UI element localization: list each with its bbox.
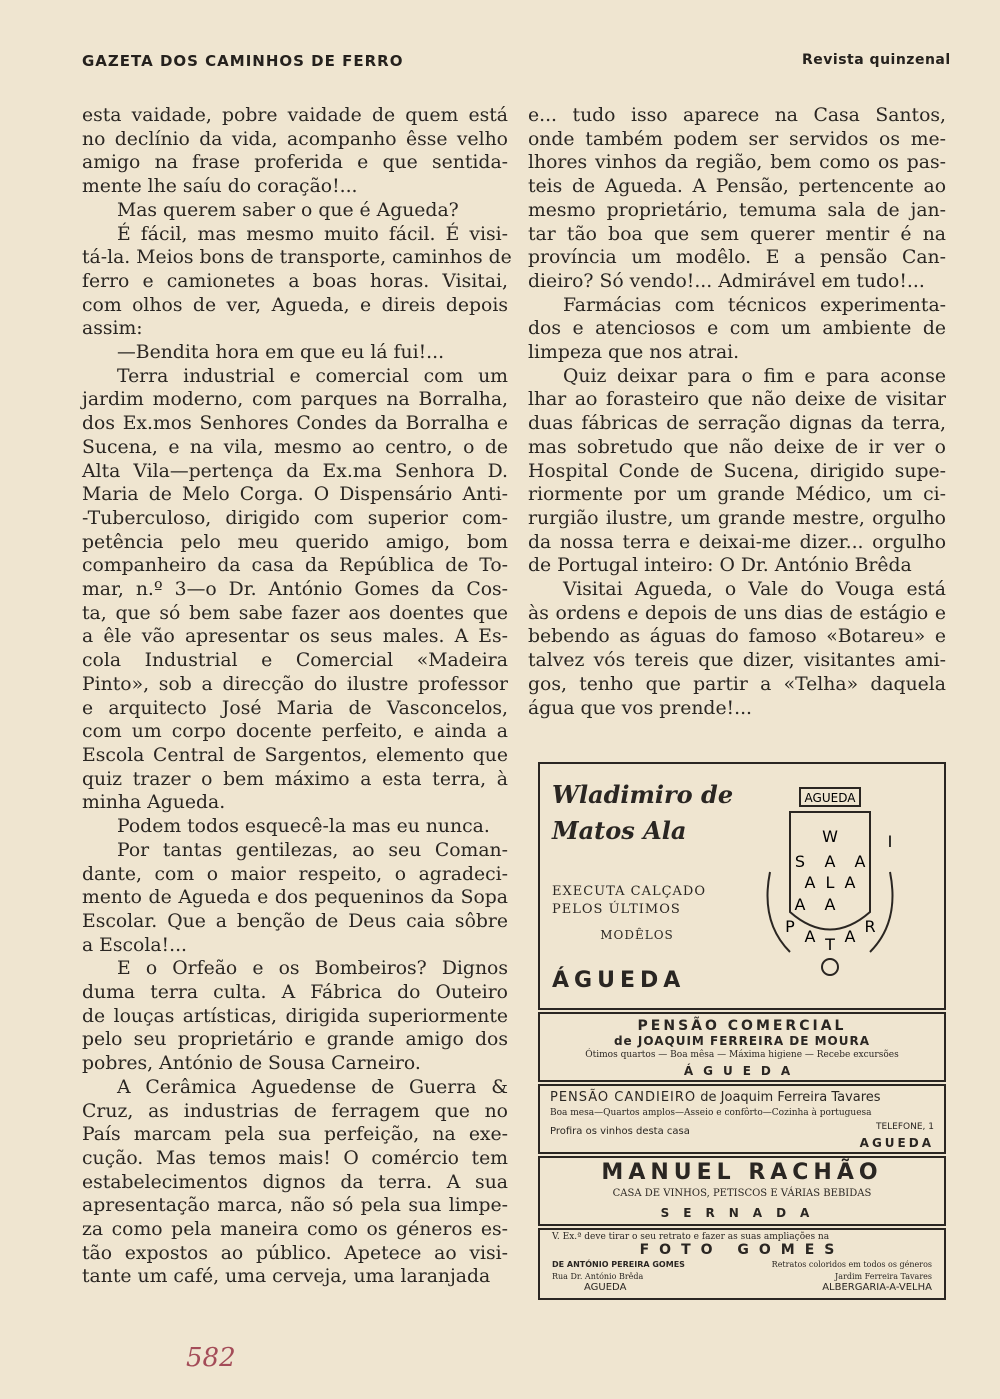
ad5-title: FOTO GOMES [639, 1242, 845, 1258]
text-line: esta vaidade, pobre vaidade de quem está [82, 105, 508, 126]
text-line: com olhos de ver, Agueda, e direis depois [82, 294, 508, 316]
text-line: País marcam pela sua perfeição, na exe- [82, 1124, 508, 1146]
ad3-town: AGUEDA [859, 1136, 934, 1150]
text-line: tão expostos ao público. Apetece ao visi- [82, 1242, 508, 1264]
text-line: mente lhe saíu do coração!... [82, 176, 358, 198]
advertisement-foto-gomes [538, 1228, 946, 1300]
text-line: estabelecimentos dignos da terra. A sua [82, 1171, 508, 1193]
ad4-details: CASA DE VINHOS, PETISCOS E VÁRIAS BEBIDAS [612, 1188, 872, 1199]
ad1-desc3: MODÊLOS [600, 928, 674, 942]
emblem-letter: A [824, 895, 836, 914]
emblem-letter: I [887, 832, 893, 851]
ad2-owner: de JOAQUIM FERREIRA DE MOURA [613, 1034, 871, 1048]
text-line: duma terra culta. A Fábrica do Outeiro [82, 982, 508, 1004]
text-line: cola Industrial e Comercial «Madeira [82, 650, 508, 672]
text-line: de Portugal inteiro: O Dr. António Brêda [528, 555, 912, 577]
text-line: companheiro da casa da República de To- [82, 555, 508, 577]
text-line: lhores vinhos da região, bem como os pas- [528, 152, 946, 174]
emblem-letter: A [804, 873, 816, 892]
text-line: assim: [82, 318, 143, 340]
text-line: água que vos prende!... [528, 697, 753, 719]
text-line: mesmo proprietário, temuma sala de jan- [528, 199, 946, 221]
ad3-title-row [550, 1090, 934, 1105]
text-line: minha Agueda. [82, 792, 226, 814]
advertisement-wladimiro [538, 762, 946, 1010]
ad3-phone: TELEFONE, 1 [875, 1122, 934, 1132]
text-line: Quiz deixar para o fim e para aconse [563, 365, 946, 387]
emblem-letter: A [804, 927, 816, 946]
text-line: Hospital Conde de Sucena, dirigido supe- [528, 460, 946, 482]
emblem-letter: A [794, 895, 806, 914]
text-line: da nossa terra e deixai-me dizer... orgulho [528, 531, 946, 553]
text-line: Maria de Melo Corga. O Dispensário Anti- [82, 484, 508, 506]
text-line: tante um café, uma cerveja, uma laranjada [82, 1266, 491, 1288]
ad5-address-right2: ALBERGARIA-A-VELHA [822, 1282, 932, 1293]
text-line: mar, n.º 3—o Dr. António Gomes da Cos- [82, 579, 508, 601]
text-line: riormente por um grande Médico, um ci- [528, 484, 946, 506]
right-text-column [528, 104, 946, 720]
text-line: bebendo as águas do famoso «Botareu» e [528, 626, 946, 648]
emblem-letter: A [844, 873, 856, 892]
text-line: Escolar. Que a benção de Deus caia sôbre [82, 910, 508, 932]
text-line: no declínio da vida, acompanho êsse velho [82, 128, 508, 150]
advertisement-pensao-comercial [538, 1012, 946, 1082]
emblem-letter: A [854, 852, 866, 871]
text-line: dante, com o maior respeito, o agradeci- [82, 863, 508, 885]
emblem-letter-group [785, 827, 892, 954]
ad1-desc3-row [552, 924, 722, 943]
text-line: jardim moderno, com parques na Borralha, [82, 389, 508, 411]
emblem-letter: R [864, 917, 876, 936]
text-line: talvez vós tereis que dizer, visitantes ami- [528, 650, 946, 672]
ad1-desc2: PELOS ÚLTIMOS [552, 902, 681, 917]
text-line: amigo na frase proferida e que sentida- [82, 152, 508, 174]
text-line: a Escola!... [82, 934, 188, 956]
text-line: dieiro? Só vendo!... Admirável em tudo!... [528, 270, 925, 292]
shield-emblem-icon [750, 782, 910, 990]
text-line: Mas querem saber o que é Agueda? [117, 199, 459, 221]
ad3-tagline: Profira os vinhos desta casa [550, 1126, 690, 1137]
ad5-address-left1: Rua Dr. António Brêda [552, 1272, 644, 1281]
ad4-title: MANUEL RACHÃO [601, 1160, 883, 1185]
text-line: —Bendita hora em que eu lá fui!... [117, 342, 445, 364]
text-line: limpeza que nos atrai. [528, 342, 740, 364]
emblem-letter: P [785, 917, 795, 936]
text-line: ferro e camionetes a boas horas. Visitai, [82, 270, 508, 292]
text-line: za como pela maneira como os géneros es- [82, 1219, 508, 1241]
ad3-title: PENSÃO CANDIEIRO [550, 1090, 697, 1105]
text-line: Cruz, as industrias de ferragem que no [82, 1100, 508, 1122]
text-line: duas fábricas de serração dignas da terra, [528, 413, 946, 435]
text-line: petência pelo meu querido amigo, bom [82, 531, 508, 553]
ad2-town: ÁGUEDA [683, 1064, 801, 1078]
text-line: E o Orfeão e os Bombeiros? Dignos [117, 958, 508, 980]
emblem-banner: AGUEDA [804, 791, 856, 805]
text-line: mas sobretudo que não deixe de ir ver o [528, 436, 946, 458]
text-line: Por tantas gentilezas, ao seu Coman- [117, 839, 508, 861]
text-line: quiz trazer o bem máximo a esta terra, à [82, 768, 508, 790]
text-line: dos e atenciosos e com um ambiente de [528, 318, 946, 340]
advertisement-pensao-candieiro [538, 1084, 946, 1154]
text-line: província um modêlo. E a pensão Can- [528, 247, 946, 269]
emblem-letter: S [794, 852, 806, 871]
text-line: de louças artísticas, dirigida superiormente [82, 1005, 508, 1027]
ad5-address-left2: AGUEDA [584, 1282, 627, 1293]
emblem-letter: T [825, 935, 835, 954]
text-line: Pinto», sob a direcção do ilustre professor [82, 673, 508, 695]
text-line: rurgião ilustre, um grande mestre, orgulho [528, 507, 946, 529]
page-number: 582 [186, 1343, 236, 1373]
text-line: lhar ao forasteiro que não deixe de visitar [528, 389, 946, 411]
text-line: Escola Central de Sargentos, elemento que [82, 744, 508, 766]
text-line: pobres, António de Sousa Carneiro. [82, 1053, 421, 1075]
ad1-name-line2: Matos Ala [552, 816, 687, 845]
text-line: Visitai Agueda, o Vale do Vouga está [563, 579, 946, 601]
text-line: gos, tenho que partir a «Telha» daquela [528, 673, 946, 695]
advertisement-manuel-rachao [538, 1156, 946, 1226]
emblem-letter: A [824, 852, 836, 871]
ad5-owner: DE ANTÓNIO PEREIRA GOMES [552, 1260, 685, 1269]
ad1-town: ÁGUEDA [552, 968, 686, 993]
emblem-letter: A [844, 927, 856, 946]
text-line: Sucena, e na vila, mesmo ao centro, o de [82, 436, 508, 458]
text-line: Podem todos esquecê-la mas eu nunca. [117, 816, 490, 838]
ad3-details: Boa mesa—Quartos amplos—Asseio e confôrto—Cozinha à portuguesa [550, 1108, 872, 1118]
text-line: teis de Agueda. A Pensão, pertencente ao [528, 176, 946, 198]
ad2-details: Ótimos quartos — Boa mêsa — Máxima higiene — Recebe excursões [585, 1050, 899, 1060]
text-line: tar tão boa que sem querer mentir é na [528, 223, 946, 245]
text-line: pelo seu proprietário e grande amigo dos [82, 1029, 508, 1051]
journal-title: GAZETA DOS CAMINHOS DE FERRO [82, 52, 404, 70]
text-line: Terra industrial e comercial com um [117, 365, 508, 387]
text-line: tá-la. Meios bons de transporte, caminhos de [82, 247, 512, 269]
text-line: a êle vão apresentar os seus males. A Es- [82, 626, 508, 648]
ad5-intro: V. Ex.ª deve tirar o seu retrato e fazer as suas ampliações na [552, 1232, 830, 1242]
text-line: Alta Vila—pertença da Ex.ma Senhora D. [82, 460, 508, 482]
text-line: cução. Mas temos mais! O comércio tem [82, 1147, 508, 1169]
ad2-title: PENSÃO COMERCIAL [637, 1018, 847, 1034]
ad1-name-line1: Wladimiro de [552, 780, 734, 809]
text-line: com um corpo docente perfeito, e ainda a [82, 721, 508, 743]
text-line: onde também podem ser servidos os me- [528, 128, 946, 150]
text-line: É fácil, mas mesmo muito fácil. É visi- [117, 223, 508, 245]
journal-subtitle: Revista quinzenal [802, 52, 951, 68]
text-line: e... tudo isso aparece na Casa Santos, [528, 105, 946, 126]
text-line: e arquitecto José Maria de Vasconcelos, [82, 697, 508, 719]
text-line: A Cerâmica Aguedense de Guerra & [117, 1076, 508, 1098]
text-line: ta, que só bem sabe fazer aos doentes que [82, 602, 508, 624]
emblem-letter: L [825, 873, 835, 892]
left-text-column [82, 104, 512, 1289]
text-line: -Tuberculoso, dirigido com superior com- [82, 507, 508, 529]
text-line: Farmácias com técnicos experimenta- [563, 294, 946, 316]
ad4-town: SERNADA [660, 1206, 824, 1220]
ad5-extra: Retratos coloridos em todos os géneros [771, 1260, 932, 1269]
text-line: dos Ex.mos Senhores Condes da Borralha e [82, 413, 508, 435]
emblem-letter: W [822, 827, 838, 846]
ad5-address-right1: Jardim Ferreira Tavares [835, 1272, 932, 1281]
text-line: às ordens e depois de uns dias de estágio e [528, 602, 946, 624]
ad1-desc1: EXECUTA CALÇADO [552, 884, 707, 899]
text-line: apresentação marca, não só pela sua limpe- [82, 1195, 508, 1217]
ad3-owner: de Joaquim Ferreira Tavares [700, 1090, 881, 1105]
text-line: mento de Agueda e dos pequeninos da Sopa [82, 887, 508, 909]
